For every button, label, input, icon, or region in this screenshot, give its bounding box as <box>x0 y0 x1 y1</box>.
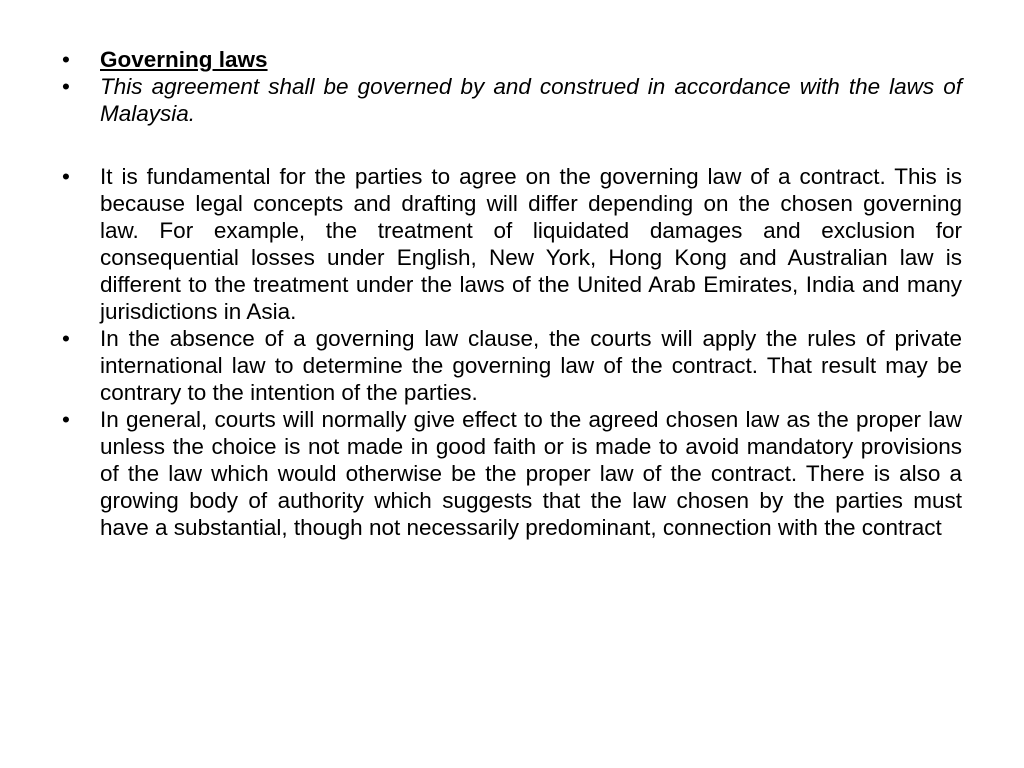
bullet-list <box>62 46 962 541</box>
bullet-item-clause <box>62 73 962 127</box>
bullet-item-general <box>62 406 962 541</box>
bullet-icon: • <box>62 47 70 72</box>
bullet-item-fundamental <box>62 163 962 325</box>
bullet-item-heading <box>62 46 962 73</box>
bullet-icon: • <box>62 407 70 432</box>
sample-clause-text: This agreement shall be governed by and construed in accordance with the laws of Malaysia. <box>100 74 962 126</box>
bullet-item-absence <box>62 325 962 406</box>
paragraph-text: It is fundamental for the parties to agree on the governing law of a contract. This is because legal concepts and drafting will differ depending on the chosen governing law. For example, the treatment of liquidated damages and exclusion for consequential losses under English, New York, Hong Kong and Australian law is different to the treatment under the laws of the United Arab Emirates, India and many jurisdictions in Asia. <box>100 164 962 324</box>
bullet-icon: • <box>62 164 70 189</box>
bullet-icon: • <box>62 74 70 99</box>
paragraph-text: In the absence of a governing law clause, the courts will apply the rules of private international law to determine the governing law of the contract. That result may be contrary to the intention of the parties. <box>100 326 962 405</box>
bullet-icon: • <box>62 326 70 351</box>
paragraph-text: In general, courts will normally give effect to the agreed chosen law as the proper law unless the choice is not made in good faith or is made to avoid mandatory provisions of the law which would otherwise be the proper law of the contract. There is also a growing body of authority which suggests that the law chosen by the parties must have a substantial, though not necessarily predominant, connection with the contract <box>100 407 962 540</box>
section-heading: Governing laws <box>100 47 268 72</box>
